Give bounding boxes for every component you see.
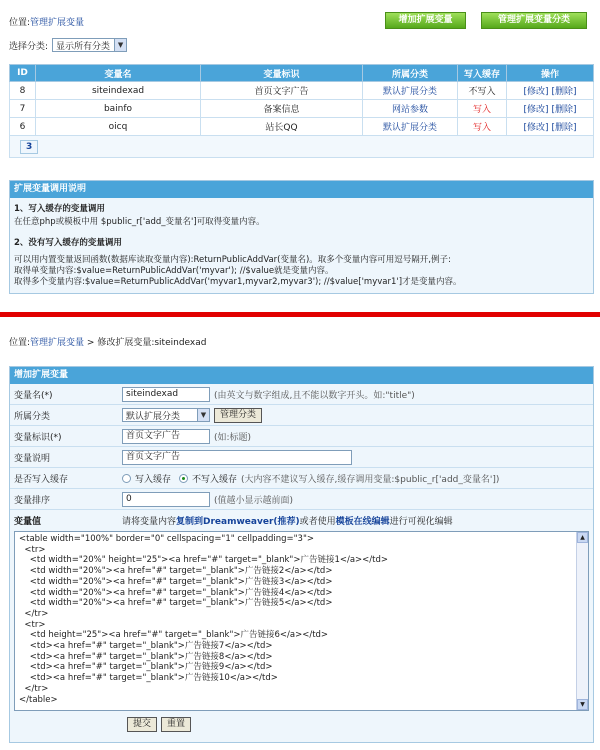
category-select[interactable]: 显示所有分类 ▼: [52, 38, 127, 52]
row-id: 8: [10, 82, 36, 100]
delete-link[interactable]: [删除]: [551, 123, 577, 133]
filter-label: 选择分类:: [9, 41, 49, 52]
edit-link[interactable]: [修改]: [523, 87, 549, 97]
description-input[interactable]: 首页文字广告: [122, 450, 352, 465]
row-name: oicq: [36, 118, 201, 136]
form-title: 增加扩展变量: [10, 367, 593, 384]
row-id: 6: [10, 118, 36, 136]
row-cache: [10, 468, 593, 489]
table-header: [10, 65, 594, 82]
row-id: 7: [10, 100, 36, 118]
online-edit-link[interactable]: 模板在线编辑: [335, 517, 390, 527]
row-label: 备案信息: [201, 100, 363, 118]
cache-no-label: 不写入缓存: [192, 474, 238, 485]
row-category-link[interactable]: 网站参数: [391, 105, 428, 115]
row-var-name: [10, 384, 593, 405]
edit-link[interactable]: [修改]: [523, 105, 549, 115]
pagination-row: [10, 136, 594, 158]
row-identifier: [10, 426, 593, 447]
row-cache: 写入: [458, 118, 507, 136]
value-hint: 或者使用: [299, 517, 336, 527]
row-category-link[interactable]: 默认扩展分类: [382, 87, 437, 97]
name-label: 变量名(*): [14, 390, 53, 401]
breadcrumb-prefix: 位置:: [9, 338, 31, 348]
edit-link[interactable]: [修改]: [523, 123, 549, 133]
row-label: 首页文字广告: [201, 82, 363, 100]
cache-yes-label: 写入缓存: [135, 474, 172, 485]
breadcrumb-link[interactable]: 管理扩展变量: [30, 18, 85, 28]
value-code: <table width="100%" border="0" cellspacing="1" cellpadding="3"> <tr> <td width="20%" height="25"><a href="#" target="_blank">广告链接1</a></td> <td width="20%"><a href="#" target="_blank">广告链接2</a></td> <td width="20%"><a href="#" target="_blank">广告链接3</a></td> <td width="20%"><a href="#" target="_blank">广告链接4</a></td> <td width="20%"><a href="#" target="_blank">广告链接5</a></td> </tr> <tr> <td height="25"><a href="#" target="_blank">广告链接6</a></td> <td><a href="#" target="_blank">广告链接7</a></td> <td><a href="#" target="_blank">广告链接8</a></td> <td><a href="#" target="_blank">广告链接9</a></td> <td><a href="#" target="_blank">广告链接10</a></td> </tr> </table>: [19, 534, 389, 705]
col-actions: 操作: [507, 65, 594, 82]
order-hint: (值越小显示越前面): [214, 495, 294, 506]
manage-category-button[interactable]: 管理扩展变量分类: [481, 12, 587, 29]
row-label: 站长QQ: [201, 118, 363, 136]
order-input[interactable]: 0: [122, 492, 210, 507]
help-title: 扩展变量调用说明: [10, 181, 593, 198]
value-hint: 进行可视化编辑: [389, 517, 453, 527]
col-category: 所属分类: [363, 65, 458, 82]
breadcrumb-link[interactable]: 管理扩展变量: [30, 338, 85, 348]
col-label: 变量标识: [201, 65, 363, 82]
help-section2-line: 取得单变量内容:$value=ReturnPublicAddVar('myvar'); //$value就是变量内容。: [14, 266, 334, 276]
value-textarea[interactable]: [14, 531, 589, 711]
page-number[interactable]: 3: [20, 140, 38, 154]
order-label: 变量排序: [14, 495, 51, 506]
table-row: [10, 82, 594, 100]
row-cache: 不写入: [458, 82, 507, 100]
breadcrumb: [9, 15, 84, 28]
name-input[interactable]: siteindexad: [122, 387, 210, 402]
submit-button[interactable]: 提交: [127, 717, 157, 732]
category-select[interactable]: 默认扩展分类 ▼: [122, 408, 210, 422]
variable-table: [9, 64, 594, 158]
chevron-down-icon: ▼: [197, 409, 209, 421]
edit-form: [9, 366, 594, 743]
form-actions: [10, 717, 593, 732]
col-cache: 写入缓存: [458, 65, 507, 82]
row-description: [10, 447, 593, 468]
breadcrumb-current: > 修改扩展变量:siteindexad: [84, 338, 207, 348]
cache-yes-radio[interactable]: [122, 474, 131, 483]
scroll-up-icon[interactable]: ▲: [577, 532, 588, 543]
divider: [0, 312, 600, 317]
row-category-link[interactable]: 默认扩展分类: [382, 123, 437, 133]
help-panel: [9, 180, 594, 294]
textarea-scrollbar[interactable]: [576, 532, 588, 710]
identifier-label: 变量标识(*): [14, 432, 62, 443]
category-label: 所属分类: [14, 411, 51, 422]
add-variable-button[interactable]: 增加扩展变量: [385, 12, 466, 29]
value-label: 变量值: [14, 517, 42, 527]
name-hint: (由英文与数字组成,且不能以数字开头。如:"title"): [214, 390, 415, 401]
help-section2-title: 2、没有写入缓存的变量调用: [14, 238, 122, 248]
row-cache: 写入: [458, 100, 507, 118]
help-section1-title: 1、写入缓存的变量调用: [14, 204, 105, 214]
row-category: [10, 405, 593, 426]
help-section2-line: 取得多个变量内容:$value=ReturnPublicAddVar('myvar1,myvar2,myvar3'); //$value['myvar1']才是变量内容。: [14, 277, 462, 287]
cache-no-radio[interactable]: [179, 474, 188, 483]
identifier-input[interactable]: 首页文字广告: [122, 429, 210, 444]
cache-hint: (大内容不建议写入缓存,缓存调用变量:$public_r['add_变量名']): [241, 474, 500, 485]
breadcrumb-prefix: 位置:: [9, 18, 31, 28]
cache-label: 是否写入缓存: [14, 474, 69, 485]
dreamweaver-link[interactable]: 复制到Dreamweaver(推荐): [176, 517, 300, 527]
reset-button[interactable]: 重置: [161, 717, 191, 732]
delete-link[interactable]: [删除]: [551, 105, 577, 115]
description-label: 变量说明: [14, 453, 51, 464]
delete-link[interactable]: [删除]: [551, 87, 577, 97]
identifier-hint: (如:标题): [214, 432, 252, 443]
help-section1-text: 在任意php或模板中用 $public_r['add_变量名']可取得变量内容。: [14, 217, 265, 227]
manage-category-button[interactable]: 管理分类: [214, 408, 262, 423]
chevron-down-icon: ▼: [114, 39, 126, 51]
help-section2-line: 可以用内置变量返回函数(数据库读取变量内容):ReturnPublicAddVar(变量名)。取多个变量内容可用逗号隔开,例子:: [14, 255, 451, 265]
col-id: ID: [10, 65, 36, 82]
scroll-down-icon[interactable]: ▼: [577, 699, 588, 710]
row-order: [10, 489, 593, 510]
category-filter: [9, 38, 127, 52]
table-row: [10, 100, 594, 118]
row-name: siteindexad: [36, 82, 201, 100]
breadcrumb-edit: [9, 335, 206, 348]
value-hint: 请将变量内容: [122, 517, 177, 527]
row-name: bainfo: [36, 100, 201, 118]
table-row: [10, 118, 594, 136]
col-name: 变量名: [36, 65, 201, 82]
row-value: [10, 510, 593, 531]
